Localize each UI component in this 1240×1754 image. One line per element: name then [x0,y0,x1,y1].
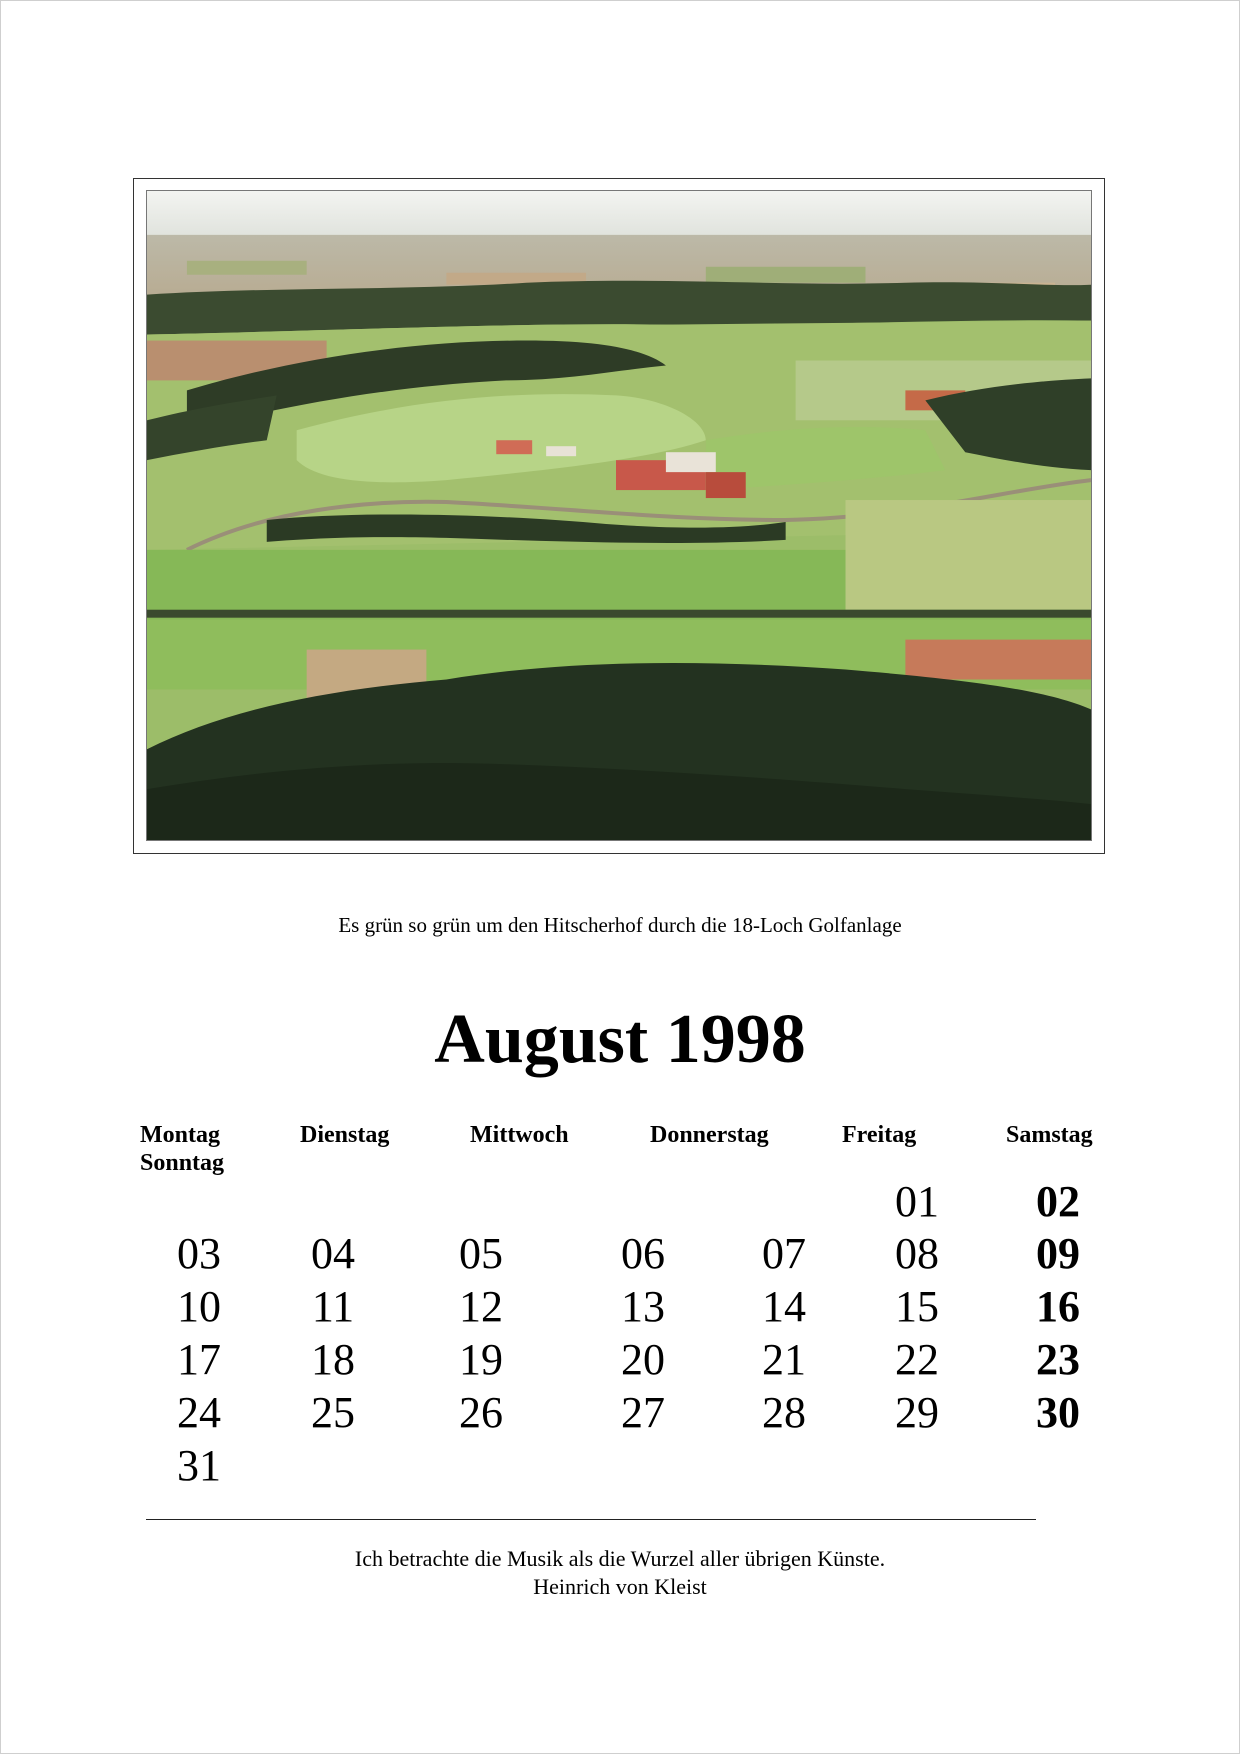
calendar-day: 31 [177,1441,221,1490]
photo-frame [133,178,1105,854]
calendar-day: 05 [459,1229,503,1278]
quote-text: Ich betrachte die Musik als die Wurzel aller übrigen Künste. [354,1546,886,1571]
calendar-day: 11 [311,1282,355,1331]
calendar-day: 15 [895,1282,939,1331]
calendar-day: 30 [1036,1388,1080,1437]
landscape-illustration-icon [147,191,1091,840]
calendar-day: 26 [459,1388,503,1437]
calendar-day: 21 [762,1335,806,1384]
weekday-donnerstag: Donnerstag [650,1122,769,1148]
calendar-day: 02 [1036,1177,1080,1226]
calendar-day: 23 [1036,1335,1080,1384]
weekday-freitag: Freitag [842,1122,917,1148]
calendar-day: 01 [895,1177,939,1226]
calendar-day: 16 [1036,1282,1080,1331]
calendar-day: 20 [621,1335,665,1384]
calendar-day: 22 [895,1335,939,1384]
calendar-day: 18 [311,1335,355,1384]
weekday-montag-sonntag [140,1121,224,1177]
calendar-day: 10 [177,1282,221,1331]
calendar-title: August 1998 [434,1001,806,1078]
calendar-day: 29 [895,1388,939,1437]
weekday-sonntag: Sonntag [140,1150,225,1176]
weekday-montag: Montag [140,1122,220,1148]
calendar-day: 12 [459,1282,503,1331]
weekday-mittwoch: Mittwoch [470,1122,569,1148]
aerial-landscape-photo [146,190,1092,841]
calendar-day: 27 [621,1388,665,1437]
calendar-day: 07 [762,1229,806,1278]
calendar-day: 17 [177,1335,221,1384]
calendar-day: 25 [311,1388,355,1437]
divider-line [146,1519,1036,1520]
photo-caption: Es grün so grün um den Hitscherhof durch die 18-Loch Golfanlage [338,913,902,937]
quote-author: Heinrich von Kleist [533,1574,707,1599]
calendar-day: 03 [177,1229,221,1278]
calendar-day: 08 [895,1229,939,1278]
calendar-day: 28 [762,1388,806,1437]
weekday-samstag: Samstag [1006,1122,1093,1148]
weekday-dienstag: Dienstag [300,1122,390,1148]
calendar-day: 19 [459,1335,503,1384]
calendar-day: 09 [1036,1229,1080,1278]
calendar-day: 24 [177,1388,221,1437]
calendar-day: 13 [621,1282,665,1331]
calendar-day: 04 [311,1229,355,1278]
calendar-day: 06 [621,1229,665,1278]
calendar-day: 14 [762,1282,806,1331]
